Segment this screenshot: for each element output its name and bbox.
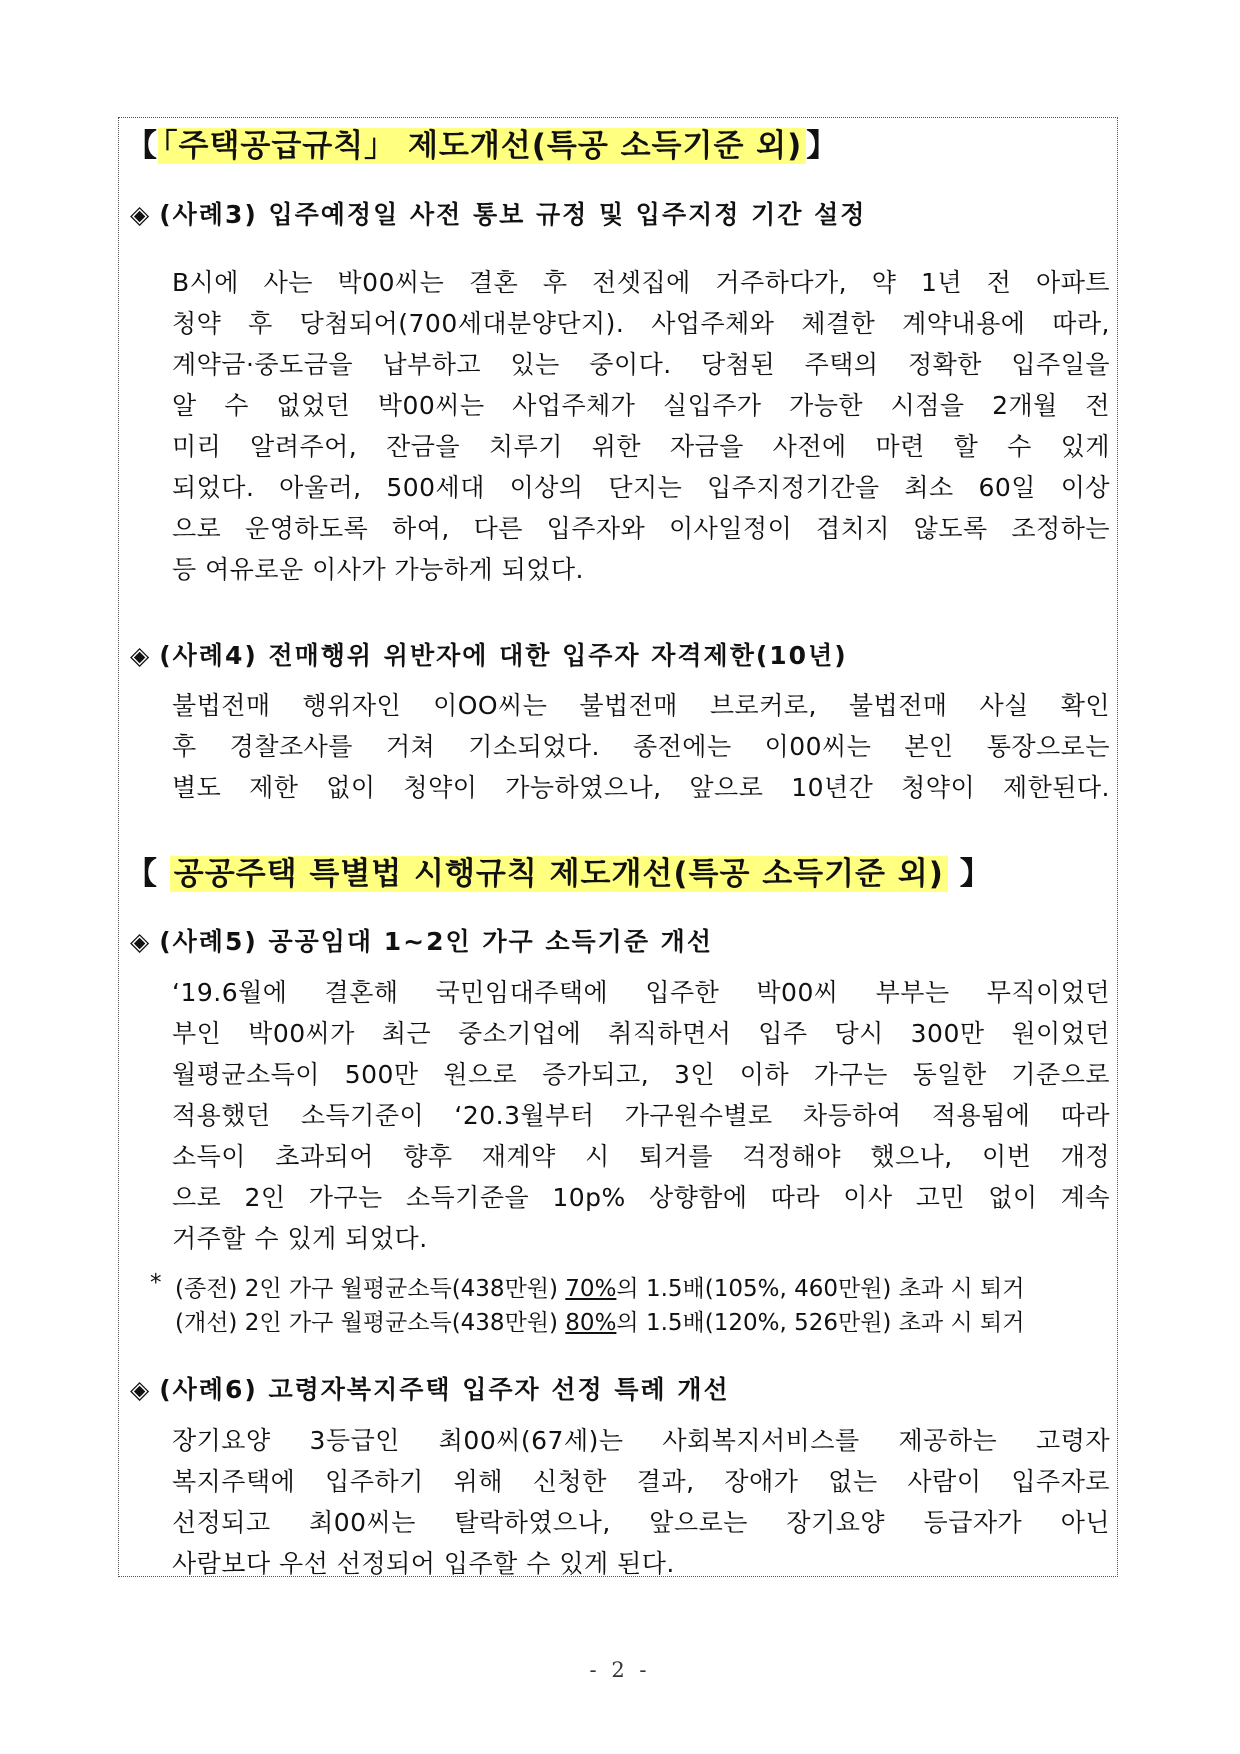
- body-line: 월평균소득이 500만 원으로 증가되고, 3인 이하 가구는 동일한 기준으로: [172, 1060, 1110, 1089]
- body-line: 부인 박00씨가 최근 중소기업에 취직하면서 입주 당시 300만 원이었던: [172, 1019, 1110, 1048]
- page-number: - 2 -: [589, 1658, 651, 1682]
- case3-title: (사례3) 입주예정일 사전 통보 규정 및 입주지정 기간 설정: [159, 200, 867, 229]
- diamond-bullet-icon: ◈: [130, 927, 152, 956]
- body-line: 알 수 없었던 박00씨는 사업주체가 실입주가 가능한 시점을 2개월 전: [172, 391, 1110, 420]
- diamond-bullet-icon: ◈: [130, 641, 152, 670]
- body-line: 등 여유로운 이사가 가능하게 되었다.: [172, 555, 584, 584]
- case4-heading: [130, 636, 848, 672]
- footnote-underlined-ratio: 80%: [565, 1310, 617, 1336]
- body-line: 소득이 초과되어 향후 재계약 시 퇴거를 걱정해야 했으나, 이번 개정: [172, 1142, 1110, 1171]
- bracket-close: 】: [806, 128, 839, 164]
- footnote-text: 의 1.5배(105%, 460만원) 초과 시 퇴거: [616, 1276, 1025, 1302]
- case5-footnote-star: *: [150, 1270, 162, 1296]
- section-title: 공공주택 특별법 시행규칙 제도개선(특공 소득기준 외): [170, 856, 948, 892]
- body-line: 선정되고 최00씨는 탈락하였으나, 앞으로는 장기요양 등급자가 아닌: [172, 1508, 1110, 1537]
- case6-title: (사례6) 고령자복지주택 입주자 선정 특례 개선: [159, 1375, 730, 1404]
- body-line: 거주할 수 있게 되었다.: [172, 1224, 428, 1253]
- footnote-text: (개선) 2인 가구 월평균소득(438만원): [175, 1310, 566, 1336]
- section-heading-public-housing-act: [126, 848, 992, 893]
- case3-heading: [130, 195, 866, 231]
- body-line: B시에 사는 박00씨는 결혼 후 전셋집에 거주하다가, 약 1년 전 아파트: [172, 268, 1110, 297]
- case4-body: [172, 685, 1110, 808]
- section-title: 「주택공급규칙」 제도개선(특공 소득기준 외): [158, 128, 806, 164]
- body-line: 계약금·중도금을 납부하고 있는 중이다. 당첨된 주택의 정확한 입주일을: [172, 350, 1110, 379]
- bracket-open: 【: [126, 856, 158, 892]
- diamond-bullet-icon: ◈: [130, 1375, 152, 1404]
- case5-body: [172, 972, 1110, 1259]
- body-line: 불법전매 행위자인 이OO씨는 불법전매 브로커로, 불법전매 사실 확인: [172, 691, 1110, 720]
- case6-body: [172, 1420, 1110, 1584]
- case5-heading: [130, 922, 713, 958]
- body-line: 으로 2인 가구는 소득기준을 10p% 상향함에 따라 이사 고민 없이 계속: [172, 1183, 1110, 1212]
- footnote-text: 의 1.5배(120%, 526만원) 초과 시 퇴거: [616, 1310, 1025, 1336]
- case3-body: [172, 262, 1110, 590]
- footnote-underlined-ratio: 70%: [565, 1276, 617, 1302]
- case5-title: (사례5) 공공임대 1~2인 가구 소득기준 개선: [159, 927, 713, 956]
- bracket-close: 】: [959, 856, 992, 892]
- diamond-bullet-icon: ◈: [130, 200, 152, 229]
- body-line: 후 경찰조사를 거쳐 기소되었다. 종전에는 이00씨는 본인 통장으로는: [172, 732, 1110, 761]
- body-line: 청약 후 당첨되어(700세대분양단지). 사업주체와 체결한 계약내용에 따라,: [172, 309, 1110, 338]
- footnote-text: (종전) 2인 가구 월평균소득(438만원): [175, 1276, 566, 1302]
- body-line: ‘19.6월에 결혼해 국민임대주택에 입주한 박00씨 부부는 무직이었던: [172, 978, 1110, 1007]
- body-line: 적용했던 소득기준이 ‘20.3월부터 가구원수별로 차등하여 적용됨에 따라: [172, 1101, 1110, 1130]
- body-line: 별도 제한 없이 청약이 가능하였으나, 앞으로 10년간 청약이 제한된다.: [172, 773, 1110, 802]
- case5-footnote-after: [175, 1304, 1024, 1337]
- body-line: 복지주택에 입주하기 위해 신청한 결과, 장애가 없는 사람이 입주자로: [172, 1467, 1110, 1496]
- body-line: 미리 알려주어, 잔금을 치루기 위한 자금을 사전에 마련 할 수 있게: [172, 432, 1110, 461]
- body-line: 되었다. 아울러, 500세대 이상의 단지는 입주지정기간을 최소 60일 이상: [172, 473, 1110, 502]
- body-line: 장기요양 3등급인 최00씨(67세)는 사회복지서비스를 제공하는 고령자: [172, 1426, 1110, 1455]
- case6-heading: [130, 1370, 730, 1406]
- section-heading-housing-supply-rules: [126, 120, 838, 165]
- case4-title: (사례4) 전매행위 위반자에 대한 입주자 자격제한(10년): [159, 641, 848, 670]
- bracket-open: 【: [126, 128, 158, 164]
- case5-footnote-before: [175, 1270, 1024, 1303]
- body-line: 으로 운영하도록 하여, 다른 입주자와 이사일정이 겹치지 않도록 조정하는: [172, 514, 1110, 543]
- body-line: 사람보다 우선 선정되어 입주할 수 있게 된다.: [172, 1549, 675, 1578]
